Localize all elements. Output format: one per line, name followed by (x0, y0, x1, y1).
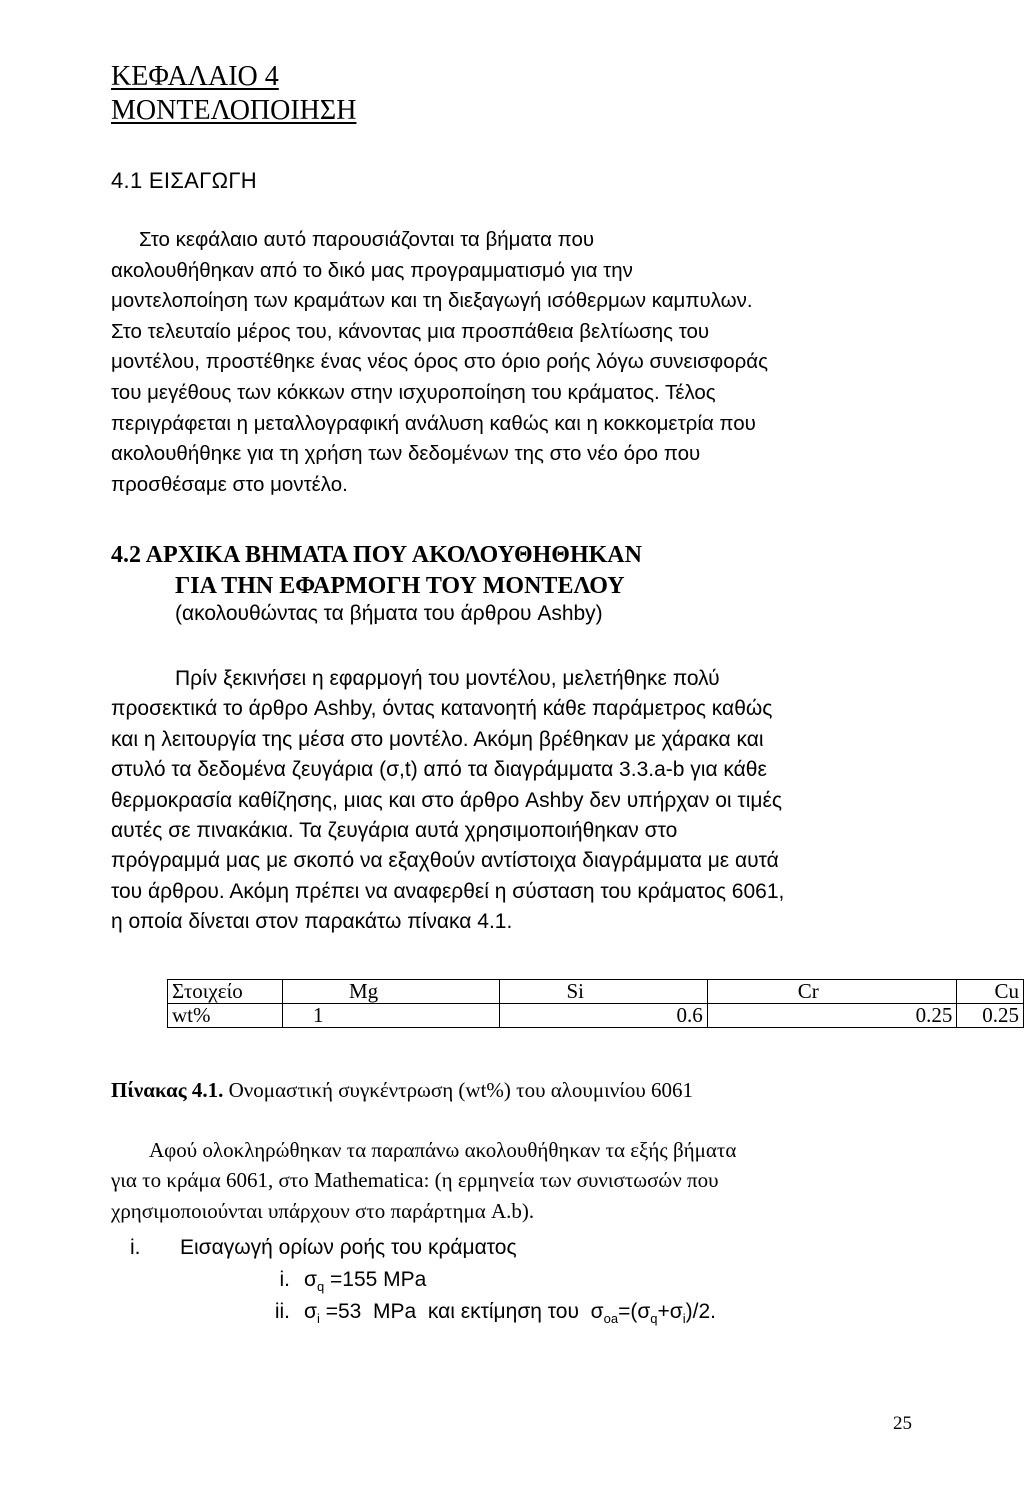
table-header-row (168, 980, 1024, 1004)
list-item-text: Εισαγωγή ορίων ροής του κράματος (180, 1236, 517, 1259)
formula-subscript: q (650, 1311, 658, 1327)
table-cell: Στοιχείο (168, 980, 283, 1004)
table-cell: Si (500, 980, 707, 1004)
section-2-heading-line: ΓΙΑ ΤΗΝ ΕΦΑΡΜΟΓΗ ΤΟΥ ΜΟΝΤΕΛΟΥ (175, 573, 625, 599)
list-marker: i. (279, 1268, 290, 1291)
table-row (168, 1004, 1024, 1028)
paragraph-line: χρησιμοποιούνται υπάρχουν στο παράρτημα A.b). (111, 1198, 535, 1223)
paragraph-line: του άρθρου. Ακόμη πρέπει να αναφερθεί η σύσταση του κράματος 6061, (111, 879, 785, 903)
paragraph-line: προσεκτικά το άρθρο Ashby, όντας κατανοητή κάθε παράμετρος καθώς (111, 697, 773, 721)
paragraph-line: για το κράμα 6061, στο Mathematica: (η ερμηνεία των συνιστωσών που (111, 1168, 719, 1193)
table-caption-label: Πίνακας 4.1. (111, 1078, 224, 1102)
paragraph-line: πρόγραμμά μας με σκοπό να εξαχθούν αντίστοιχα διαγράμματα με αυτά (111, 849, 779, 873)
paragraph-line: Στο τελευταίο μέρος του, κάνοντας μια προσπάθεια βελτίωσης του (111, 319, 710, 343)
table-cell: Mg (282, 980, 500, 1004)
formula-text: σ (304, 1268, 317, 1291)
list-item (130, 1236, 517, 1260)
table-caption (111, 1078, 693, 1103)
paragraph-line: μοντέλου, προστέθηκε ένας νέος όρος στο όριο ροής λόγω συνεισφοράς (111, 350, 768, 374)
formula-subscript: i (316, 1311, 320, 1327)
sub-list-item (250, 1300, 716, 1326)
formula-subscript: i (682, 1311, 686, 1327)
list-marker: ii. (274, 1300, 290, 1323)
table-cell: Cr (707, 980, 957, 1004)
table-cell: 0.6 (500, 1004, 707, 1028)
formula-text: =53 MPa και εκτίμηση του σ (319, 1300, 604, 1323)
chapter-number: ΚΕΦΑΛΑΙΟ 4 (111, 61, 279, 92)
table-cell: 1 (282, 1004, 500, 1028)
paragraph-line: ακολουθήθηκαν από το δικό μας προγραμματισμό για την (111, 258, 633, 282)
formula-text: σ (304, 1300, 317, 1323)
paragraph-line: αυτές σε πινακάκια. Τα ζευγάρια αυτά χρησιμοποιήθηκαν στο (111, 819, 678, 843)
paragraph-line: Πρίν ξεκινήσει η εφαρμογή του μοντέλου, μελετήθηκε πολύ (175, 667, 720, 690)
formula-text: =155 MPa (324, 1268, 427, 1291)
paragraph-line: στυλό τα δεδομένα ζευγάρια (σ,t) από τα διαγράμματα 3.3.a-b για κάθε (111, 758, 767, 782)
paragraph-line: του μεγέθους των κόκκων στην ισχυροποίηση του κράματος. Τέλος (111, 380, 716, 404)
section-2-subnote: (ακολουθώντας τα βήματα του άρθρου Ashby) (175, 602, 603, 625)
chapter-name: ΜΟΝΤΕΛΟΠΟΙΗΣΗ (111, 95, 357, 126)
sub-list-item (250, 1268, 426, 1294)
paragraph-line: η οποία δίνεται στον παρακάτω πίνακα 4.1. (111, 910, 513, 934)
formula-subscript: oa (603, 1311, 619, 1327)
section-2-paragraph (111, 664, 931, 938)
section-1-paragraph (111, 225, 911, 500)
formula-text: =(σ (618, 1300, 651, 1323)
page-number: 25 (893, 1413, 912, 1434)
steps-paragraph (111, 1135, 931, 1226)
table-cell: wt% (168, 1004, 283, 1028)
formula-text: )/2. (685, 1300, 716, 1323)
section-1-heading: 4.1 ΕΙΣΑΓΩΓΗ (111, 168, 257, 193)
table-cell: 0.25 (707, 1004, 957, 1028)
section-2-heading (111, 540, 642, 602)
formula-text: +σ (657, 1300, 683, 1323)
paragraph-line: θερμοκρασία καθίζησης, μιας και στο άρθρο Ashby δεν υπήρχαν οι τιμές (111, 788, 782, 812)
section-2-heading-line: 4.2 ΑΡΧΙΚΑ ΒΗΜΑΤΑ ΠΟΥ ΑΚΟΛΟΥΘΗΘΗΚΑΝ (111, 542, 642, 568)
table-cell: 0.25 (957, 1004, 1024, 1028)
composition-table (167, 979, 1024, 1028)
paragraph-line: περιγράφεται η μεταλλογραφική ανάλυση καθώς και η κοκκομετρία που (111, 411, 756, 435)
formula-subscript: q (316, 1279, 325, 1295)
paragraph-line: προσθέσαμε στο μοντέλο. (111, 472, 348, 496)
paragraph-line: Αφού ολοκληρώθηκαν τα παραπάνω ακολουθήθηκαν τα εξής βήματα (149, 1138, 737, 1162)
table-cell: Cu (957, 980, 1024, 1004)
paragraph-line: και η λειτουργία της μέσα στο μοντέλο. Ακόμη βρέθηκαν με χάρακα και (111, 727, 764, 751)
paragraph-line: ακολουθήθηκε για τη χρήση των δεδομένων της στο νέο όρο που (111, 442, 701, 466)
list-marker: i. (130, 1236, 141, 1259)
table-caption-text: Ονομαστική συγκέντρωση (wt%) του αλουμινίου 6061 (223, 1078, 694, 1102)
paragraph-line: μοντελοποίηση των κραμάτων και τη διεξαγωγή ισόθερμων καμπυλων. (111, 289, 753, 313)
chapter-title (111, 60, 356, 128)
paragraph-line: Στο κεφάλαιο αυτό παρουσιάζονται τα βήματα που (139, 228, 595, 251)
